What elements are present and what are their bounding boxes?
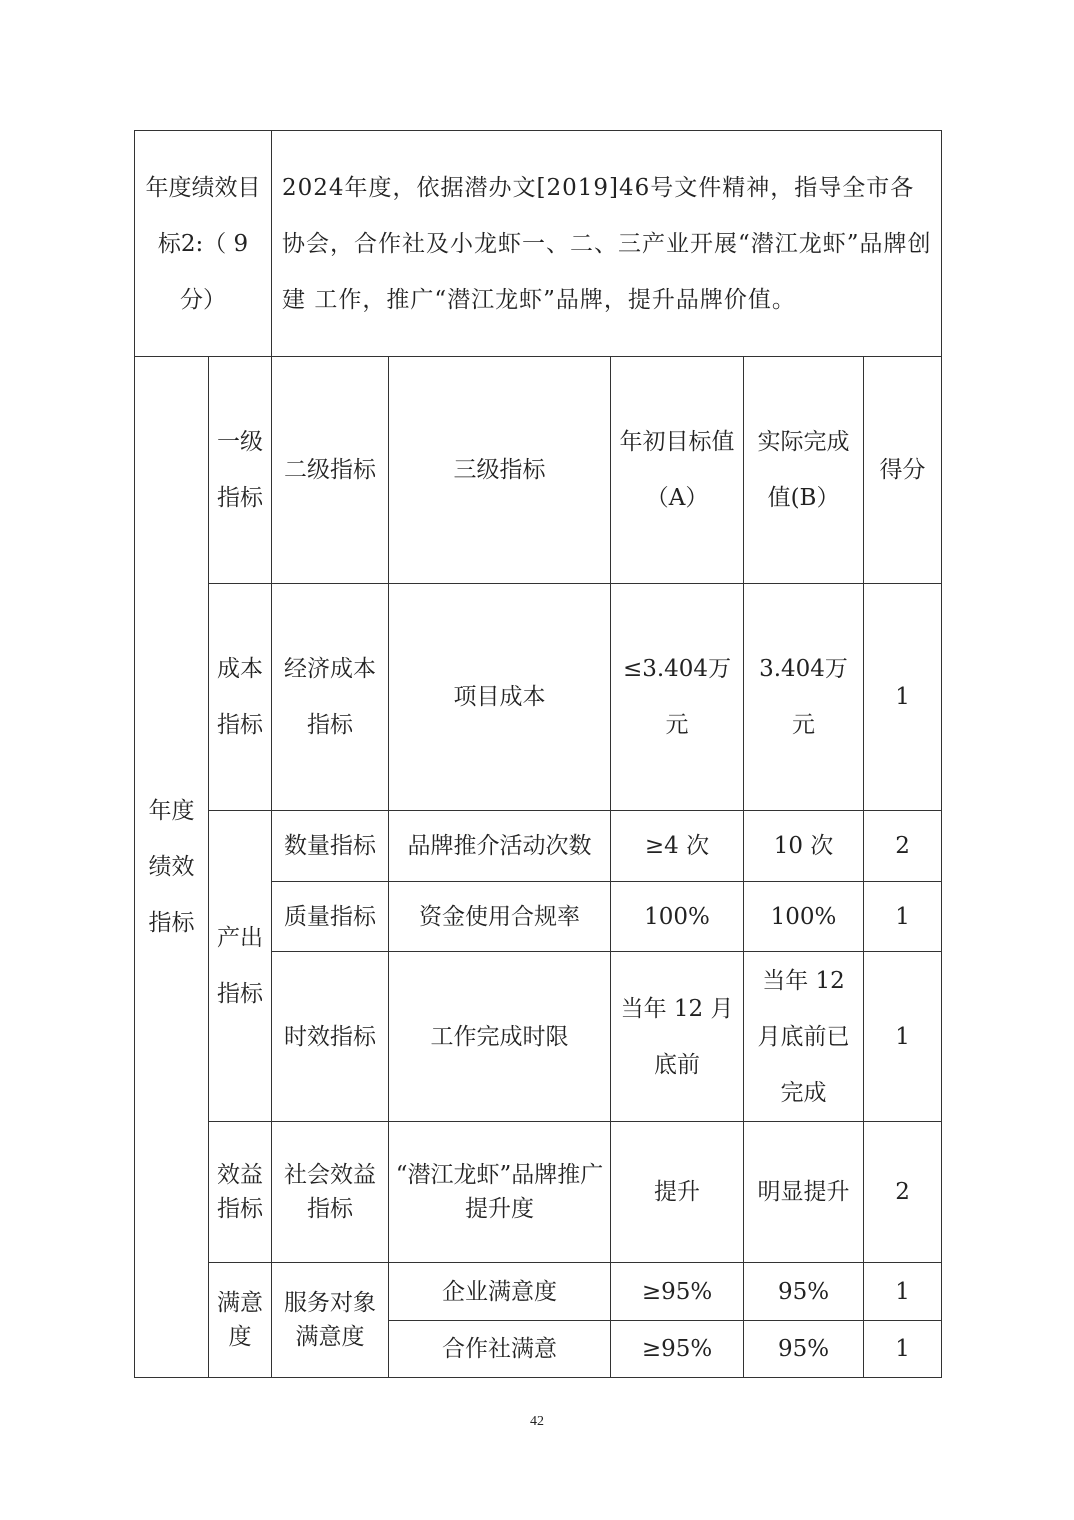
header-l1: 一级指标 <box>209 357 272 584</box>
l3-cell: 项目成本 <box>389 584 611 811</box>
l1-cell: 效益指标 <box>209 1122 272 1263</box>
table-row <box>135 1263 942 1321</box>
table-row <box>135 811 942 882</box>
l1-cell: 产出指标 <box>209 811 272 1122</box>
l3-cell: 工作完成时限 <box>389 952 611 1122</box>
l2-cell: 服务对象满意度 <box>272 1263 389 1378</box>
table-row <box>135 584 942 811</box>
score-cell: 1 <box>864 1321 942 1378</box>
target-cell: ≥95% <box>611 1263 744 1321</box>
header-row <box>135 357 942 584</box>
score-cell: 1 <box>864 882 942 952</box>
header-actual: 实际完成值(B） <box>744 357 864 584</box>
goal-text: 2024年度，依据潜办文[2019]46号文件精神，指导全市各协会，合作社及小龙虾一、二、三产业开展“潜江龙虾”品牌创建 工作，推广“潜江龙虾”品牌，提升品牌价值。 <box>272 131 942 357</box>
actual-cell: 当年 12 月底前已完成 <box>744 952 864 1122</box>
target-cell: 提升 <box>611 1122 744 1263</box>
target-cell: ≥4 次 <box>611 811 744 882</box>
score-cell: 1 <box>864 1263 942 1321</box>
target-cell: 当年 12 月底前 <box>611 952 744 1122</box>
l2-cell: 时效指标 <box>272 952 389 1122</box>
l2-cell: 质量指标 <box>272 882 389 952</box>
l1-cell: 满意度 <box>209 1263 272 1378</box>
score-cell: 2 <box>864 811 942 882</box>
actual-cell: 10 次 <box>744 811 864 882</box>
l3-cell: 资金使用合规率 <box>389 882 611 952</box>
actual-cell: 3.404万元 <box>744 584 864 811</box>
l3-cell: 合作社满意 <box>389 1321 611 1378</box>
l2-cell: 经济成本指标 <box>272 584 389 811</box>
score-cell: 2 <box>864 1122 942 1263</box>
score-cell: 1 <box>864 584 942 811</box>
l3-cell: “潜江龙虾”品牌推广提升度 <box>389 1122 611 1263</box>
score-cell: 1 <box>864 952 942 1122</box>
l2-cell: 社会效益指标 <box>272 1122 389 1263</box>
actual-cell: 95% <box>744 1263 864 1321</box>
target-cell: ≤3.404万元 <box>611 584 744 811</box>
target-cell: ≥95% <box>611 1321 744 1378</box>
table-row <box>135 1122 942 1263</box>
performance-table <box>134 130 942 1378</box>
header-l3: 三级指标 <box>389 357 611 584</box>
page-number: 42 <box>530 1414 544 1429</box>
section-label: 年度绩效指标 <box>135 357 209 1378</box>
actual-cell: 95% <box>744 1321 864 1378</box>
l1-cell: 成本指标 <box>209 584 272 811</box>
actual-cell: 100% <box>744 882 864 952</box>
l3-cell: 企业满意度 <box>389 1263 611 1321</box>
header-score: 得分 <box>864 357 942 584</box>
header-target: 年初目标值（A） <box>611 357 744 584</box>
actual-cell: 明显提升 <box>744 1122 864 1263</box>
l2-cell: 数量指标 <box>272 811 389 882</box>
goal-label: 年度绩效目标2:（ 9 分） <box>135 131 272 357</box>
header-l2: 二级指标 <box>272 357 389 584</box>
target-cell: 100% <box>611 882 744 952</box>
l3-cell: 品牌推介活动次数 <box>389 811 611 882</box>
